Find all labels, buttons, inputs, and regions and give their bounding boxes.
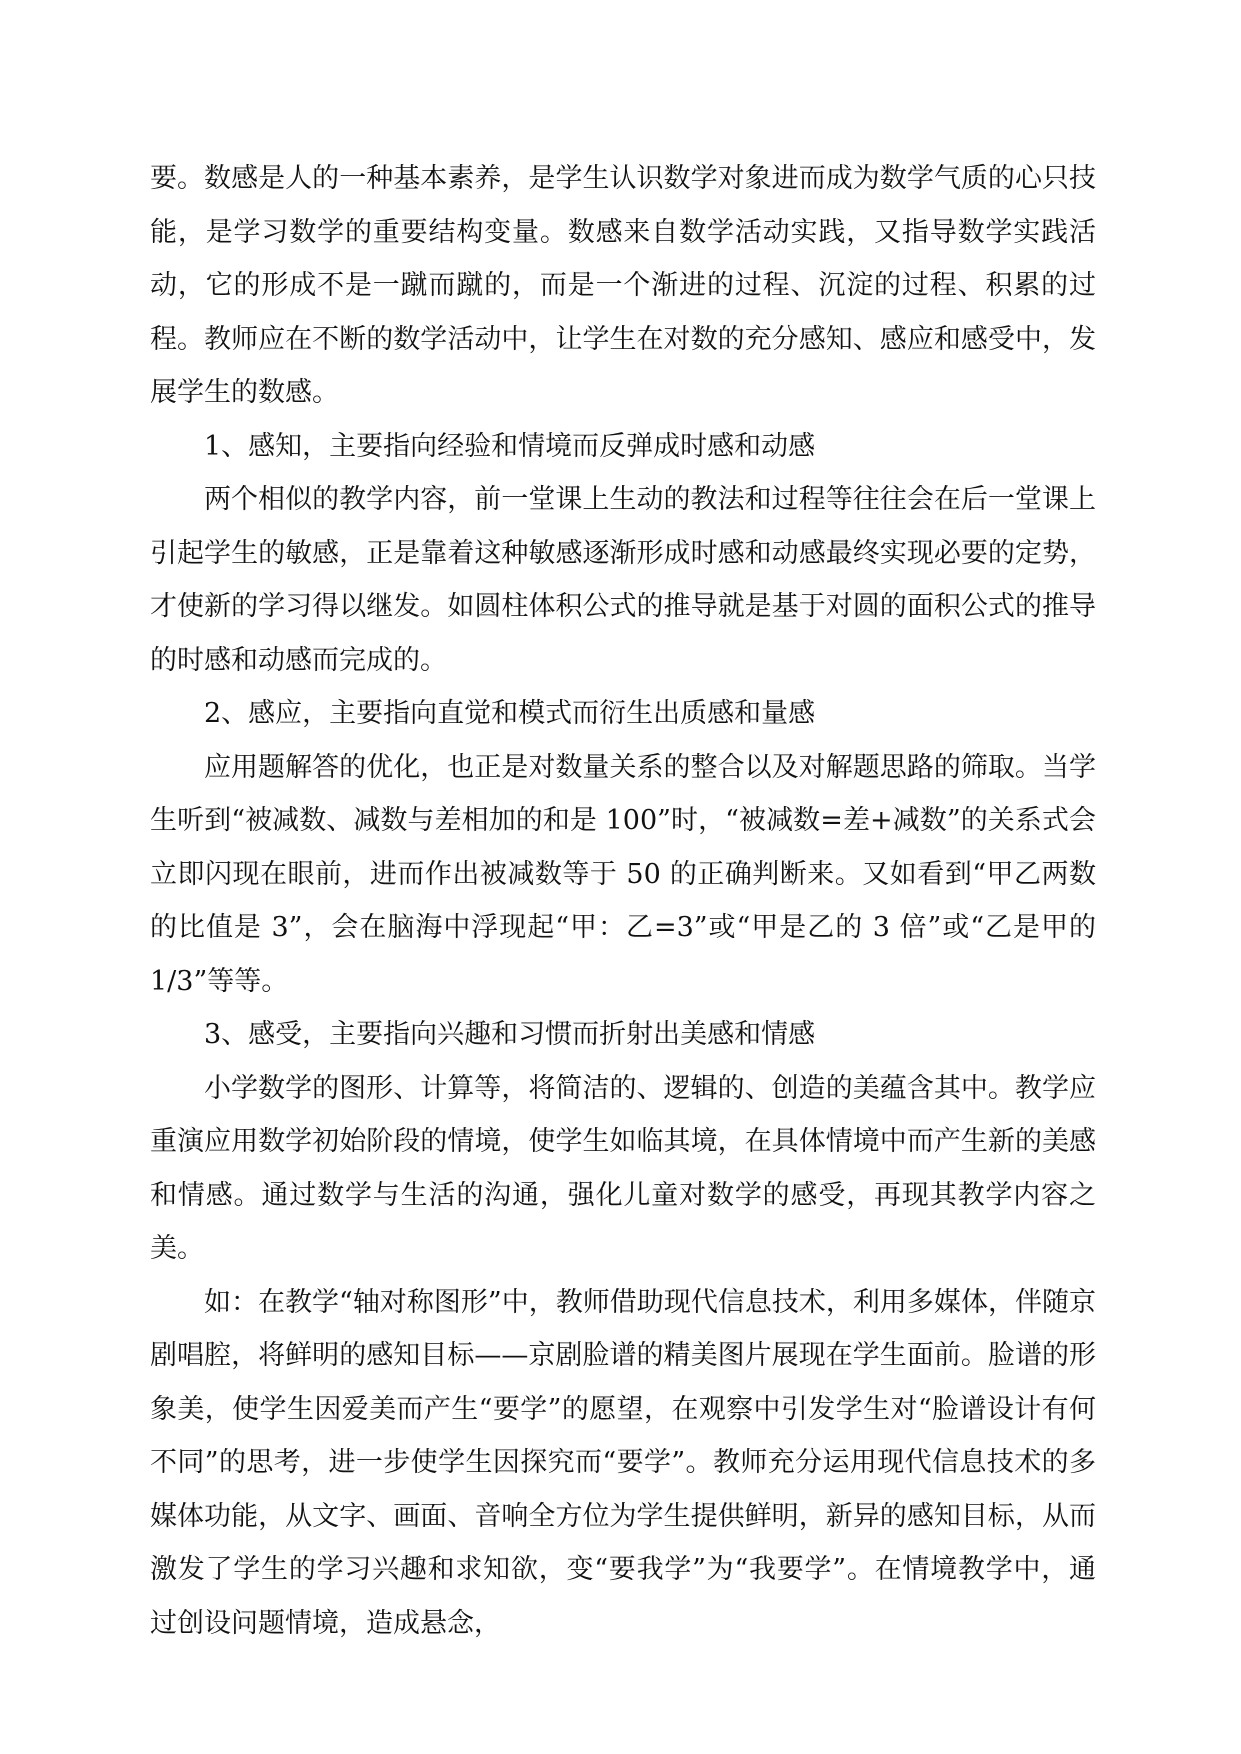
document-body xyxy=(150,152,1096,1650)
section-heading-perception: 1、感知，主要指向经验和情境而反弹成时感和动感 xyxy=(204,430,816,462)
paragraph-example: 如：在教学“轴对称图形”中，教师借助现代信息技术，利用多媒体，伴随京剧唱腔，将鲜明的感知目标——京剧脸谱的精美图片展现在学生面前。脸谱的形象美，使学生因爱美而产生“要学”的愿望，在观察中引发学生对“脸谱设计有何不同”的思考，进一步使学生因探究而“要学”。教师充分运用现代信息技术的多媒体功能，从文字、画面、音响全方位为学生提供鲜明，新异的感知目标，从而激发了学生的学习兴趣和求知欲，变“要我学”为“我要学”。在情境教学中，通过创设问题情境，造成悬念， xyxy=(150,1286,1096,1639)
paragraph-perception: 两个相似的教学内容，前一堂课上生动的教法和过程等往往会在后一堂课上引起学生的敏感，正是靠着这种敏感逐渐形成时感和动感最终实现必要的定势，才使新的学习得以继发。如圆柱体积公式的推导就是基于对圆的面积公式的推导的时感和动感而完成的。 xyxy=(150,484,1096,676)
section-heading-feeling: 3、感受，主要指向兴趣和习惯而折射出美感和情感 xyxy=(204,1019,816,1050)
paragraph-feeling: 小学数学的图形、计算等，将简洁的、逻辑的、创造的美蕴含其中。教学应重演应用数学初始阶段的情境，使学生如临其境，在具体情境中而产生新的美感和情感。通过数学与生活的沟通，强化儿童对数学的感受，再现其教学内容之美。 xyxy=(150,1072,1096,1264)
paragraph-continuation: 要。数感是人的一种基本素养，是学生认识数学对象进而成为数学气质的心只技能，是学习数学的重要结构变量。数感来自数学活动实践，又指导数学实践活动，它的形成不是一蹴而蹴的，而是一个渐进的过程、沉淀的过程、积累的过程。教师应在不断的数学活动中，让学生在对数的充分感知、感应和感受中，发展学生的数感。 xyxy=(150,163,1096,408)
section-heading-response: 2、感应，主要指向直觉和模式而衍生出质感和量感 xyxy=(204,698,816,729)
paragraph-response: 应用题解答的优化，也正是对数量关系的整合以及对解题思路的筛取。当学生听到“被减数、减数与差相加的和是 100”时，“被减数=差+减数”的关系式会立即闪现在眼前，进而作出被减数等于 50 的正确判断来。又如看到“甲乙两数的比值是 3”，会在脑海中浮现起“甲：乙=3”或“甲是乙的 3 倍”或“乙是甲的 1/3”等等。 xyxy=(150,751,1096,997)
